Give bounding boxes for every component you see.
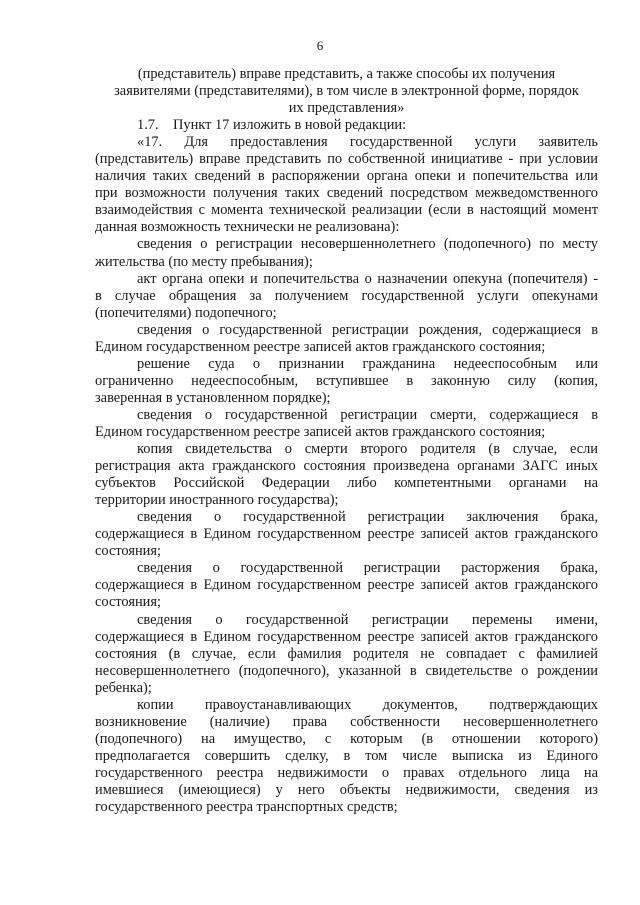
- paragraph: [95, 134, 598, 236]
- paragraph-line: жительства (по месту пребывания);: [95, 253, 313, 270]
- paragraph-line: состояния;: [95, 594, 161, 611]
- clause-heading: 1.7. Пункт 17 изложить в новой редакции:: [137, 117, 407, 134]
- paragraph-line: несовершеннолетнего (подопечного), указанной в свидетельстве о рождении: [95, 662, 598, 679]
- paragraph-line: ограниченно недееспособным, вступившее в законную силу (копия,: [95, 372, 598, 389]
- paragraph: [95, 509, 598, 560]
- paragraph-line: «17. Для предоставления государственной услуги заявитель: [137, 134, 598, 151]
- paragraph-line: наличия таких сведений в распоряжении органа опеки и попечительства или: [95, 168, 598, 185]
- paragraph-line: (попечителями) подопечного;: [95, 304, 277, 321]
- paragraph-line: Едином государственном реестре записей актов гражданского состояния;: [95, 338, 546, 355]
- paragraph: [95, 697, 598, 816]
- paragraph: [95, 322, 598, 356]
- paragraph-line: сведения о государственной регистрации смерти, содержащиеся в: [137, 406, 598, 423]
- paragraph-line: сведения о государственной регистрации заключения брака,: [137, 509, 598, 526]
- paragraph: [95, 271, 598, 322]
- paragraph-line: сведения о государственной регистрации расторжения брака,: [137, 560, 598, 577]
- document-body: [95, 66, 598, 816]
- paragraph: [95, 441, 598, 509]
- paragraph-line: возникновение (наличие) права собственности несовершеннолетнего: [95, 713, 598, 730]
- paragraph-line: территории иностранного государства);: [95, 492, 339, 509]
- paragraph: [95, 612, 598, 697]
- paragraph-line: ребенка);: [95, 679, 152, 696]
- paragraph-line: акт органа опеки и попечительства о назначении опекуна (попечителя) -: [137, 270, 598, 287]
- paragraph-line: субъектов Российской Федерации либо компетентными органами на: [95, 475, 598, 492]
- paragraph-line: состояния;: [95, 543, 161, 560]
- paragraph-line: заверенная в установленном порядке);: [95, 389, 331, 406]
- paragraph-line: в случае обращения за получением государственной услуги опекунами: [95, 287, 598, 304]
- paragraph-line: имевшиеся (имеющиеся) у него объекты недвижимости, сведения из: [95, 781, 598, 798]
- paragraph-line: содержащиеся в Едином государственном реестре записей актов гражданского: [95, 628, 598, 645]
- intro-line: их представления»: [288, 100, 405, 117]
- paragraph-line: содержащиеся в Едином государственном реестре записей актов гражданского: [95, 526, 598, 543]
- intro-line: заявителями (представителями), в том числе в электронной форме, порядок: [114, 83, 579, 100]
- paragraph-line: сведения о государственной регистрации перемены имени,: [137, 611, 598, 628]
- paragraph-line: сведения о государственной регистрации рождения, содержащиеся в: [137, 321, 598, 338]
- page-number: 6: [316, 38, 324, 53]
- paragraph-line: взаимодействия с момента технической реализации (если в настоящий момент: [95, 202, 598, 219]
- paragraph-line: состояния (в случае, если фамилия родителя не совпадает с фамилией: [95, 645, 598, 662]
- paragraph-line: сведения о регистрации несовершеннолетнего (подопечного) по месту: [137, 236, 598, 253]
- intro-line: (представитель) вправе представить, а также способы их получения: [137, 66, 556, 82]
- paragraph-line: государственного реестра транспортных средств;: [95, 799, 398, 816]
- paragraph-line: государственного реестра недвижимости о правах отдельного лица на: [95, 764, 598, 781]
- paragraph: [95, 356, 598, 407]
- paragraph-line: (подопечного) на имущество, с которым (в отношении которого): [95, 730, 598, 747]
- paragraph-line: (представитель) вправе представить по собственной инициативе - при условии: [95, 151, 598, 168]
- paragraph: [95, 407, 598, 441]
- paragraph-line: копии правоустанавливающих документов, подтверждающих: [137, 696, 598, 713]
- paragraph-line: данная возможность технически не реализована):: [95, 219, 400, 236]
- paragraph-line: содержащиеся в Едином государственном реестре записей актов гражданского: [95, 577, 598, 594]
- paragraph-line: Едином государственном реестре записей актов гражданского состояния;: [95, 423, 546, 440]
- paragraph-line: при возможности получения таких сведений посредством межведомственного: [95, 185, 598, 202]
- paragraph-line: регистрация акта гражданского состояния произведена органами ЗАГС иных: [95, 458, 598, 475]
- paragraph: [95, 560, 598, 611]
- intro-block: [95, 66, 598, 117]
- amendment-paragraphs: [95, 134, 598, 816]
- paragraph: [95, 236, 598, 270]
- paragraph-line: предполагается совершить сделку, в том числе выписка из Единого: [95, 747, 598, 764]
- paragraph-line: копия свидетельства о смерти второго родителя (в случае, если: [137, 441, 598, 458]
- paragraph-line: решение суда о признании гражданина недееспособным или: [137, 355, 598, 372]
